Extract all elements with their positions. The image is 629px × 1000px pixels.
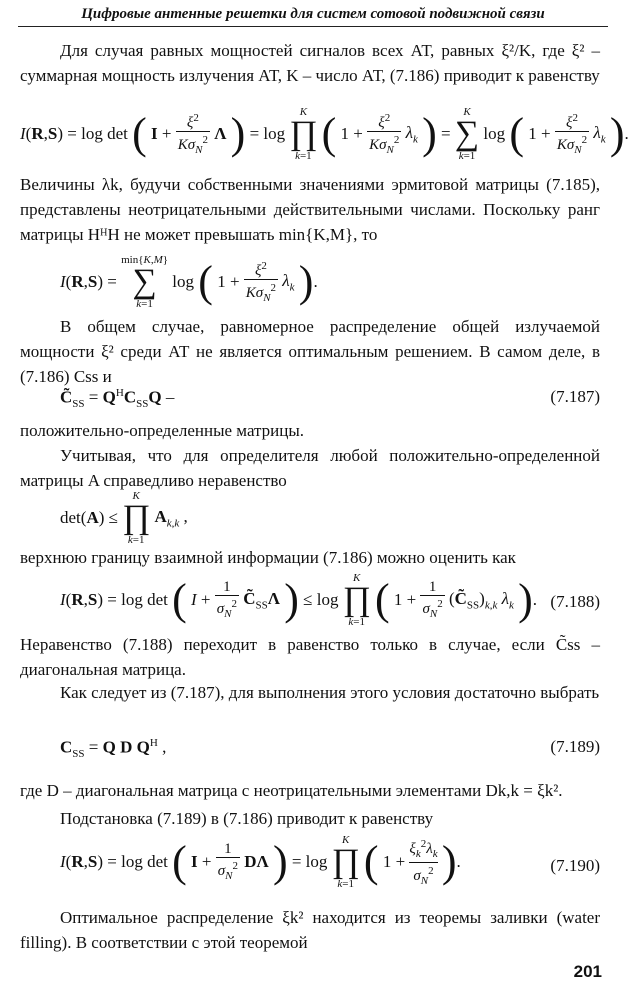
paragraph-text: Величины λk, будучи собственными значениями эрмитовой матрицы (7.185), представлены неотрицательными действительными числами. Поскольку ранг матрицы HᴴH не может превышать min{K,M}, то [20, 175, 600, 244]
paragraph-10 [20, 806, 600, 831]
paragraph-text: положительно-определенные матрицы. [20, 421, 305, 440]
equation-number: (7.190) [550, 856, 600, 875]
paragraph-5 [20, 443, 600, 493]
page-number: 201 [573, 962, 602, 981]
equation-7-188: I(R,S) = log det ( I + $\frac{1}{\sigma_N^2}$ $C̃_{SS}\Lambda$ ) ≤ log K ∏ k=1 ( 1 + $\frac{1}{\sigma_N^2}$ $(C̃_{SS})_{k,k}$ $\lambda_k$ ). (7.188) [60, 572, 600, 628]
equation-7-187: $C̃_{SS} = Q^HC_{SS}Q$ – (7.187) [60, 387, 600, 411]
equation-7-190: I(R,S) = log det ( I + $\frac{1}{\sigma_N^2}$ DΛ ) = log K ∏ k=1 ( 1 + $\frac{\xi_k^2\lambda_k}{\sigma_N^2}$ ). (7.190) [60, 834, 600, 890]
equation-number: (7.187) [550, 387, 600, 406]
paragraph-7 [20, 632, 600, 682]
equation-mutual-info-rank: I(R,S) = min{K,M} ∑ k=1 log ( 1 + $\frac{\xi^2}{K\sigma_N^2}$ $\lambda_k$ ). [60, 254, 318, 310]
paragraph-text: Подстановка (7.189) в (7.186) приводит к равенству [60, 809, 434, 828]
paragraph-text: В общем случае, равномерное распределение общей излучаемой мощности ξ² среди АТ не является оптимальным решением. В самом деле, в (7.186) Css и [20, 317, 600, 386]
running-header: Цифровые антенные решетки для систем сотовой подвижной связи [18, 2, 608, 27]
paragraph-4 [20, 418, 600, 443]
equation-7-189: $C_{SS} = Q$ D $Q^H$ , (7.189) [60, 737, 600, 761]
paragraph-text: Оптимальное распределение ξk² находится из теоремы заливки (water filling). В соответствии с этой теоремой [20, 908, 600, 952]
paragraph-8 [20, 680, 600, 705]
equation-determinant-inequality: det(A) ≤ K ∏ k=1 $A_{k,k}$ , [60, 490, 188, 546]
paragraph-3 [20, 314, 600, 389]
paragraph-text: Учитывая, что для определителя любой положительно-определенной матрицы A справедливо неравенство [20, 446, 600, 490]
paragraph-text: Неравенство (7.188) переходит в равенство только в случае, если C̃ss – диагональная матрица. [20, 635, 600, 679]
paragraph-text: где D – диагональная матрица с неотрицательными элементами Dk,k = ξk². [20, 781, 563, 800]
paragraph-11 [20, 905, 600, 955]
paragraph-text: верхнюю границу взаимной информации (7.186) можно оценить как [20, 548, 516, 567]
equation-mutual-info-equal-power: I(R,S) = log det ( I + $\frac{\xi^2}{K\sigma_N^2}$ Λ ) = log K ∏ k=1 ( 1 + $\frac{\xi^2}{K\sigma_N^2}$ $\lambda_k$ ) = K ∑ k=1 log ( 1 + $\frac{\xi^2}{K\sigma_N^2}$ $\lambda_k$ ). [20, 106, 629, 162]
equation-number: (7.188) [550, 592, 600, 611]
paragraph-1 [20, 38, 600, 88]
equation-number: (7.189) [550, 737, 600, 756]
paragraph-text: Для случая равных мощностей сигналов всех АТ, равных ξ²/K, где ξ² – суммарная мощность излучения АТ, K – число АТ, (7.186) приводит к равенству [20, 41, 600, 85]
paragraph-text: Как следует из (7.187), для выполнения этого условия достаточно выбрать [60, 683, 600, 702]
paragraph-9 [20, 778, 600, 803]
paragraph-2 [20, 172, 600, 247]
paragraph-6 [20, 545, 600, 570]
